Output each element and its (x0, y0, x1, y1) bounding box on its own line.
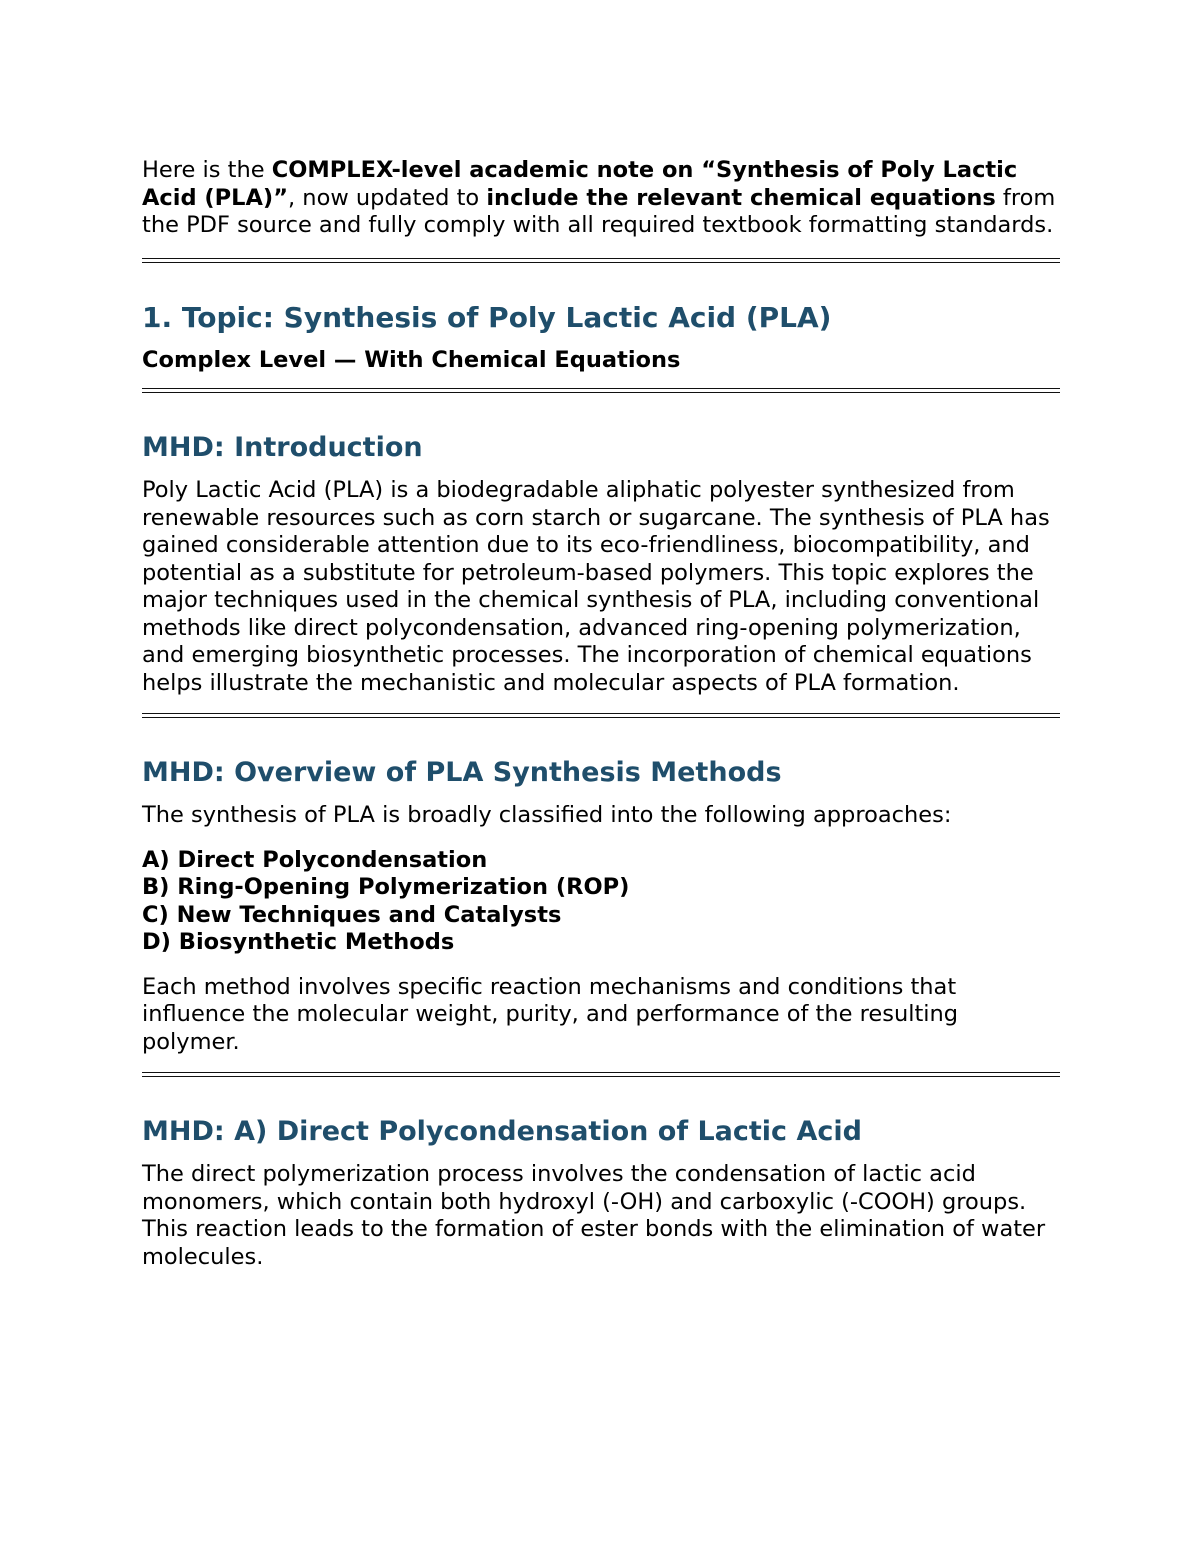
overview-lead: The synthesis of PLA is broadly classified into the following approaches: (142, 802, 952, 828)
list-item: B) Ring-Opening Polymerization (ROP) (142, 874, 630, 900)
overview-closing: Each method involves specific reaction mechanisms and conditions that influence the molecular weight, purity, and performance of the resulting polymer. (142, 973, 959, 1055)
list-item: D) Biosynthetic Methods (142, 929, 455, 955)
intro-text-2: , now updated to (288, 184, 487, 211)
section-heading-overview: MHD: Overview of PLA Synthesis Methods (142, 757, 782, 788)
section-heading-introduction: MHD: Introduction (142, 432, 423, 463)
intro-bold-1: COMPLEX-level academic note on “Synthesis of Poly Lactic Acid (PLA)” (142, 157, 1018, 211)
list-item: A) Direct Polycondensation (142, 846, 488, 873)
intro-text-3: from the PDF source and fully comply with all required textbook formatting standards. (142, 184, 1056, 238)
intro-paragraph (142, 157, 1060, 240)
introduction-body: Poly Lactic Acid (PLA) is a biodegradable aliphatic polyester synthesized from renewable resources such as corn starch or sugarcane. The synthesis of PLA has gained considerable attention due to its eco-friendliness, biocompatibility, and potential as a substitute for petroleum-based polymers. This topic explores the major techniques used in the chemical synthesis of PLA, including conventional methods like direct polycondensation, advanced ring-opening polymerization, and emerging biosynthetic processes. The incorporation of chemical equations helps illustrate the mechanistic and molecular aspects of PLA formation. (142, 477, 1050, 696)
divider (142, 258, 1060, 263)
list-item: C) New Techniques and Catalysts (142, 901, 562, 928)
direct-body: The direct polymerization process involves the condensation of lactic acid monomers, which contain both hydroxyl (-OH) and carboxylic (-COOH) groups. This reaction leads to the formation of ester bonds with the elimination of water molecules. (142, 1161, 1046, 1270)
methods-list (142, 847, 1060, 957)
intro-bold-2: include the relevant chemical equations (486, 184, 996, 211)
section-heading-direct-polycondensation: MHD: A) Direct Polycondensation of Lactic Acid (142, 1116, 862, 1147)
intro-text-1: Here is the (142, 157, 272, 183)
divider (142, 713, 1060, 718)
topic-title: 1. Topic: Synthesis of Poly Lactic Acid (PLA) (142, 300, 832, 334)
divider (142, 388, 1060, 393)
document-page (142, 157, 1060, 1271)
divider (142, 1072, 1060, 1077)
topic-subtitle: Complex Level — With Chemical Equations (142, 346, 681, 373)
